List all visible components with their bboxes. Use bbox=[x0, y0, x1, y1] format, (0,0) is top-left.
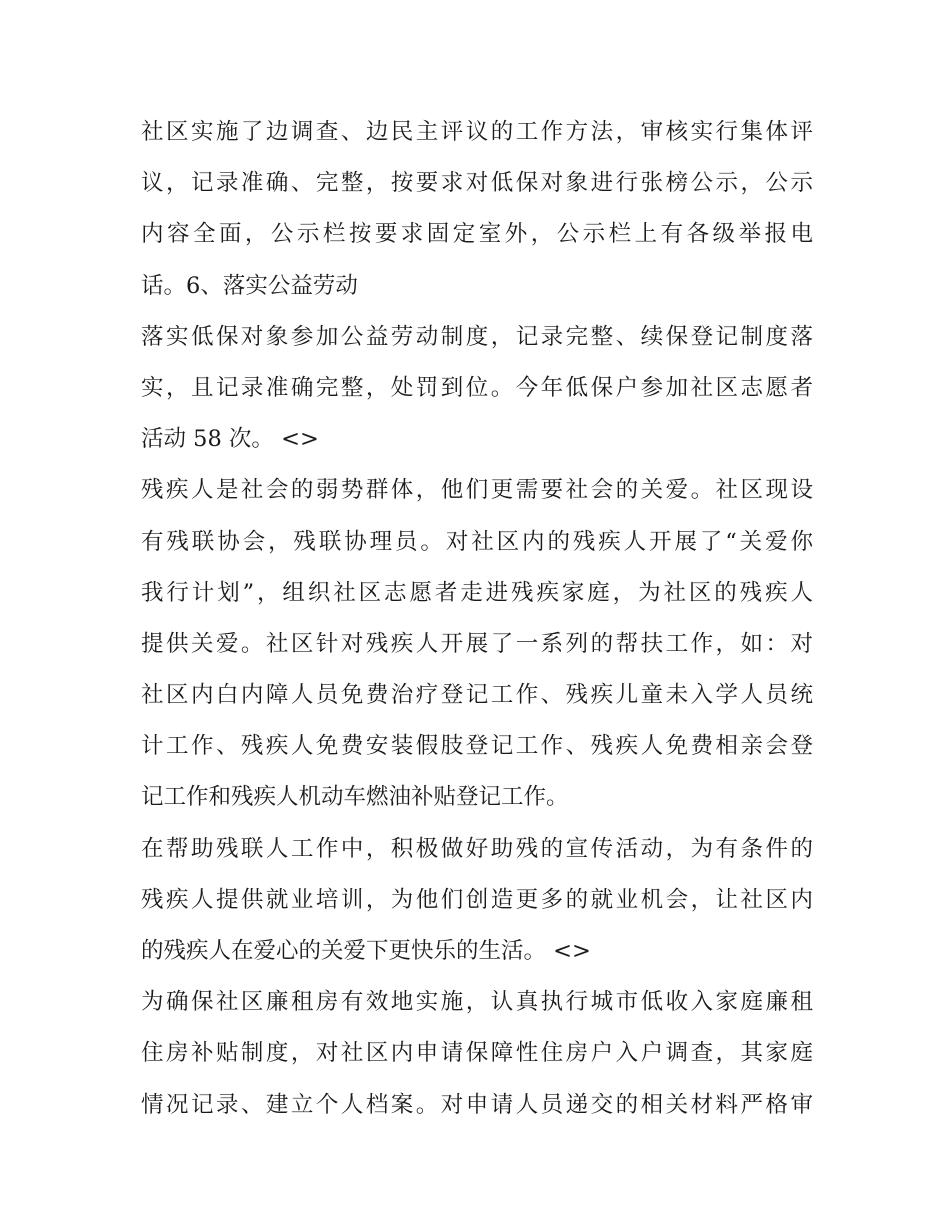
text-line: 残疾人提供就业培训，为他们创造更多的就业机会，让社区内 bbox=[141, 886, 813, 913]
text-line: 记工作和残疾人机动车燃油补贴登记工作。 bbox=[141, 784, 569, 811]
text-line: 实，且记录准确完整，处罚到位。今年低保户参加社区志愿者 bbox=[141, 374, 813, 401]
text-line: 在帮助残联人工作中，积极做好助残的宣传活动，为有条件的 bbox=[141, 835, 813, 862]
text-line: 话。6、落实公益劳动 bbox=[141, 272, 358, 299]
text-line: 我行计划”，组织社区志愿者走进残疾家庭，为社区的残疾人 bbox=[141, 579, 813, 606]
text-line: 的残疾人在爱心的关爱下更快乐的生活。 <> bbox=[141, 938, 591, 964]
document-body bbox=[141, 107, 813, 1131]
text-line: 落实低保对象参加公益劳动制度，记录完整、续保登记制度落 bbox=[141, 323, 813, 350]
text-line: 议，记录准确、完整，按要求对低保对象进行张榜公示，公示 bbox=[141, 170, 813, 197]
text-line: 情况记录、建立个人档案。对申请人员递交的相关材料严格审 bbox=[141, 1091, 813, 1118]
text-line: 有残联协会，残联协理员。对社区内的残疾人开展了“关爱你 bbox=[141, 528, 813, 555]
text-line: 为确保社区廉租房有效地实施，认真执行城市低收入家庭廉租 bbox=[141, 989, 813, 1016]
text-line: 社区实施了边调查、边民主评议的工作方法，审核实行集体评 bbox=[141, 119, 813, 145]
text-line: 计工作、残疾人免费安装假肢登记工作、残疾人免费相亲会登 bbox=[141, 733, 813, 760]
text-line: 住房补贴制度，对社区内申请保障性住房户入户调查，其家庭 bbox=[141, 1040, 813, 1067]
text-line: 残疾人是社会的弱势群体，他们更需要社会的关爱。社区现设 bbox=[141, 477, 813, 504]
text-line: 提供关爱。社区针对残疾人开展了一系列的帮扶工作，如：对 bbox=[141, 630, 813, 657]
text-line: 活动 58 次。 <> bbox=[141, 426, 319, 453]
text-line: 内容全面，公示栏按要求固定室外，公示栏上有各级举报电 bbox=[141, 221, 813, 248]
text-line: 社区内白内障人员免费治疗登记工作、残疾儿童未入学人员统 bbox=[141, 682, 813, 709]
